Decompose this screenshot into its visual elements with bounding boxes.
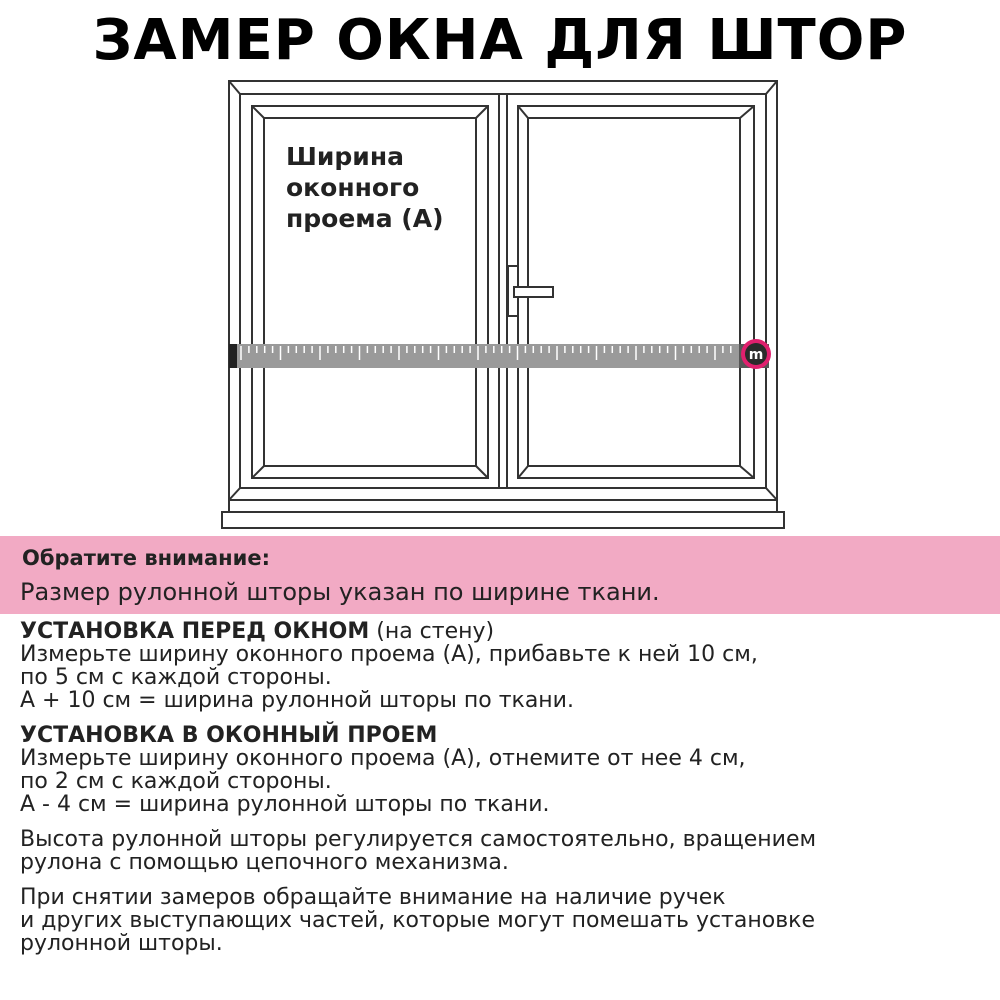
- instructions: [20, 620, 990, 967]
- window-label-line-1: Ширина: [286, 142, 404, 171]
- attention-note: [0, 536, 1000, 614]
- instruction-line: по 2 см с каждой стороны.: [20, 769, 332, 794]
- section-heading: УСТАНОВКА ПЕРЕД ОКНОМ: [20, 619, 370, 644]
- instruction-line: А - 4 см = ширина рулонной шторы по ткани.: [20, 792, 550, 817]
- measuring-tape: [229, 344, 769, 368]
- note-heading: Обратите внимание:: [22, 546, 271, 570]
- section-heading-note: (на стену): [376, 619, 495, 644]
- caution-paragraph: [20, 886, 990, 955]
- tape-badge-icon: [741, 339, 771, 369]
- instruction-line: по 5 см с каждой стороны.: [20, 665, 332, 690]
- paragraph-line: Высота рулонной шторы регулируется самостоятельно, вращением: [20, 827, 817, 852]
- window-width-label: [286, 141, 486, 234]
- page-title: ЗАМЕР ОКНА ДЛЯ ШТОР: [92, 8, 908, 73]
- paragraph-line: При снятии замеров обращайте внимание на наличие ручек: [20, 885, 726, 910]
- instruction-line: А + 10 см = ширина рулонной шторы по ткани.: [20, 688, 574, 713]
- paragraph-line: и других выступающих частей, которые могут помешать установке: [20, 908, 815, 933]
- instruction-line: Измерьте ширину оконного проема (А), отнемите от нее 4 см,: [20, 746, 746, 771]
- tape-badge-text: m: [748, 347, 764, 363]
- window-sill: [222, 500, 784, 528]
- section-heading: УСТАНОВКА В ОКОННЫЙ ПРОЕМ: [20, 723, 438, 748]
- section-wall-mount: [20, 620, 990, 712]
- instruction-line: Измерьте ширину оконного проема (А), прибавьте к ней 10 см,: [20, 642, 758, 667]
- window-label-line-3: проема (А): [286, 204, 444, 233]
- section-recess-mount: [20, 724, 990, 816]
- paragraph-line: рулонной шторы.: [20, 931, 223, 956]
- window-label-line-2: оконного: [286, 173, 420, 202]
- note-text: Размер рулонной шторы указан по ширине ткани.: [20, 578, 660, 606]
- paragraph-line: рулона с помощью цепочного механизма.: [20, 850, 509, 875]
- height-paragraph: [20, 828, 990, 874]
